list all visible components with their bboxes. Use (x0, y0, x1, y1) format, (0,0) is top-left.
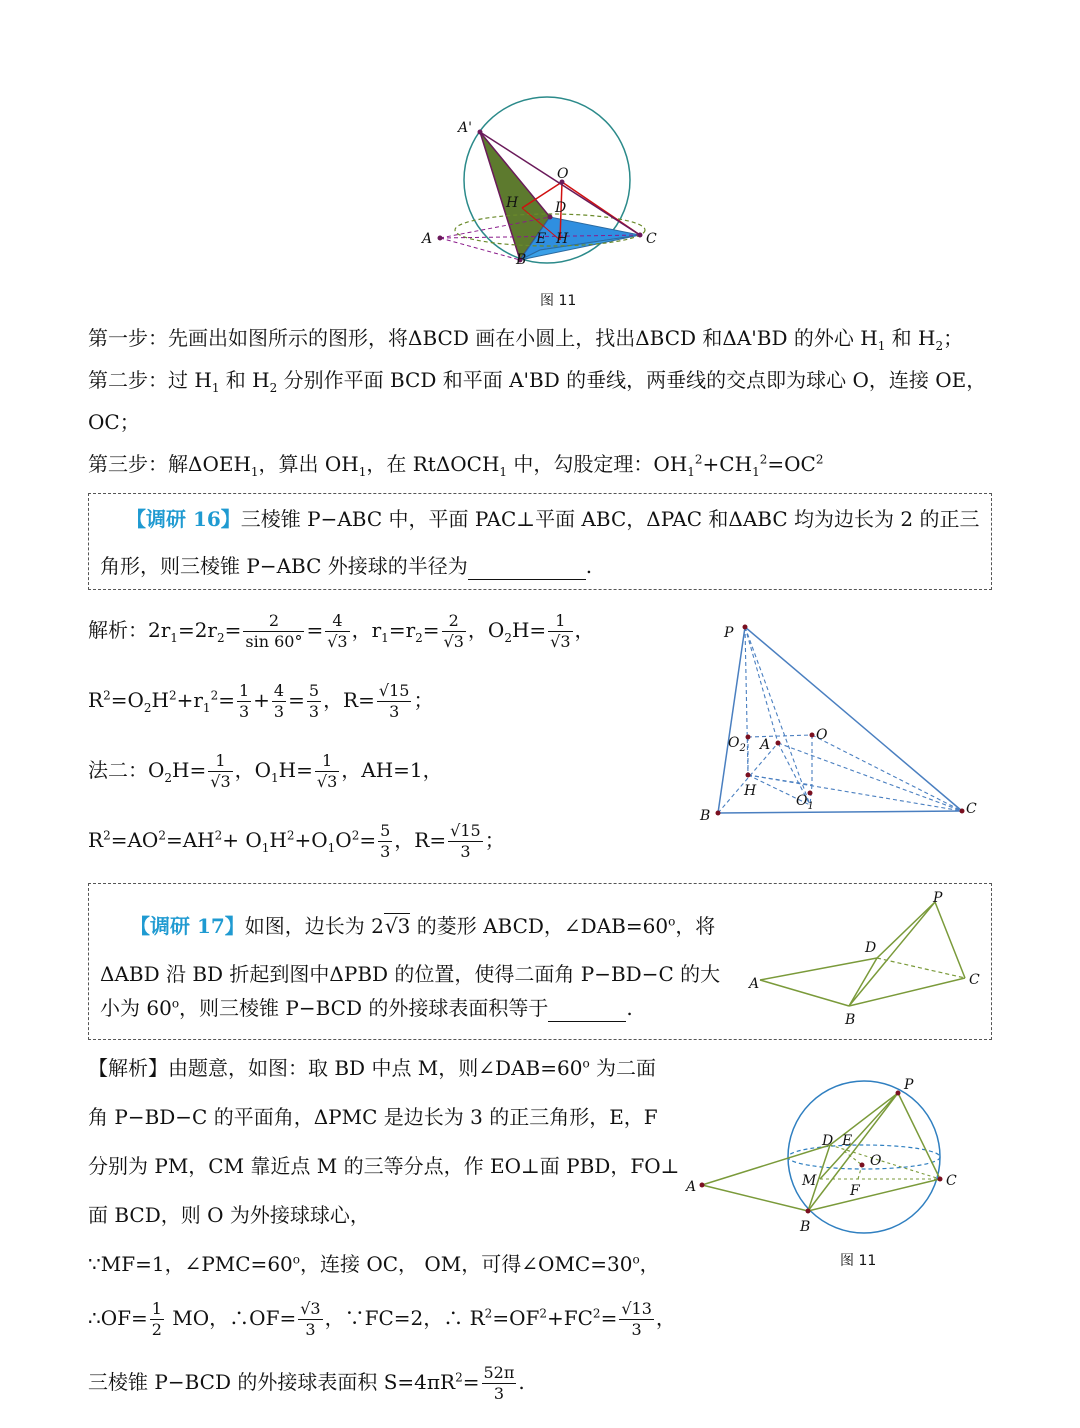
figure16-tetrahedron (690, 615, 990, 830)
step2: 第二步：过 $H_1$ 和 $H_2$ 分别作平面 BCD 和平面 A'BD 的垂线，两垂线的交点即为球心 O，连接 OE， (88, 368, 987, 395)
fraction: $\frac{1}{√3}$ (210, 751, 231, 791)
fraction: $\frac{4}{3}$ (273, 681, 285, 721)
label-D: D (822, 1133, 834, 1149)
label-O1: $O_1$ (796, 793, 814, 812)
label-C: C (966, 801, 977, 817)
label-D: D (865, 940, 877, 956)
label-E: E (536, 231, 547, 247)
label-A: A (422, 231, 433, 247)
label-A: A (749, 976, 760, 992)
label-F: F (850, 1183, 860, 1199)
problem16-tag: 【调研 16】 (126, 507, 241, 531)
label-O2: $O_2$ (728, 735, 746, 754)
figure-top-caption: 图 11 (540, 293, 577, 309)
label-M: M (802, 1173, 817, 1189)
problem16-line2: 角形，则三棱锥 P−ABC 外接球的半径为 . (100, 554, 593, 578)
label-P: P (904, 1077, 914, 1093)
label-H1: H (556, 231, 569, 247)
label-B: B (800, 1219, 811, 1235)
solution17-line7: 三棱锥 P−BCD 的外接球表面积 $S=4\pi R^2=$ $\frac{52\pi}{3}$ . (88, 1363, 525, 1403)
step3: 第三步：解$\Delta OEH_1$，算出 $OH_1$，在 RtΔOCH$_1$ 中，勾股定理：$OH_1^2+CH_1^2=OC^2$ (88, 452, 824, 479)
fraction: $\frac{52\pi}{3}$ (483, 1363, 515, 1403)
label-O: O (870, 1153, 882, 1169)
figure17b-sphere (680, 1075, 970, 1250)
figure17-rhombus (745, 888, 990, 1028)
label-B: B (845, 1012, 856, 1028)
answer-blank-16[interactable] (468, 557, 586, 580)
problem16-line1: 【调研 16】三棱锥 P−ABC 中，平面 PAC⊥平面 ABC，ΔPAC 和ΔABC 均为边长为 2 的正三 (126, 507, 980, 531)
problem17-line3: 小为 60$^o$，则三棱锥 P−BCD 的外接球表面积等于 . (100, 996, 633, 1020)
label-H2: H (506, 195, 519, 211)
fraction: $\frac{1}{√3}$ (316, 751, 338, 791)
label-E: E (842, 1133, 853, 1149)
label-Ap: A' (458, 120, 472, 136)
label-P: P (933, 890, 943, 906)
label-C: C (946, 1173, 957, 1189)
label-H: H (744, 783, 757, 799)
label-A: A (686, 1179, 697, 1195)
fraction: $\frac{2}{\sin 60^\circ}$ (245, 611, 303, 651)
fraction: $\frac{√13}{3}$ (621, 1299, 652, 1339)
label-P: P (724, 625, 734, 641)
step2b: OC； (88, 410, 140, 434)
solution16-line2: $R^2=O_2H^2+r_1^2=$ $\frac{1}{3}$ + $\frac{4}{3}$ = $\frac{5}{3}$ ，R= $\frac{√15}{3}$ ； (88, 681, 434, 721)
answer-blank-17[interactable] (548, 999, 626, 1022)
problem17-line2: ΔABD 沿 BD 折起到图中ΔPBD 的位置，使得二面角 P−BD−C 的大 (100, 962, 721, 986)
label-B: B (516, 252, 527, 268)
solution17-line3: 分别为 PM，CM 靠近点 M 的三等分点，作 EO⊥面 PBD，FO⊥ (88, 1154, 680, 1178)
fraction: $\frac{√3}{3}$ (300, 1299, 321, 1339)
label-B: B (700, 808, 711, 824)
fraction: $\frac{5}{3}$ (380, 821, 391, 861)
solution16-line4: $R^2=AO^2=AH^2+ O_1H^2+O_1O^2=$ $\frac{5}{3}$ ，R= $\frac{√15}{3}$ ； (88, 821, 505, 861)
solution16-line1: 解析：$2r_1=2r_2=$ $\frac{2}{\sin 60^\circ}$ = $\frac{4}{√3}$ ，$r_1=r_2=$ $\frac{2}{√3}$ ，$O_2H=$ $\frac{1}{√3}$ ， (88, 611, 595, 651)
fraction: $\frac{2}{√3}$ (443, 611, 464, 651)
fraction: $\frac{√15}{3}$ (450, 821, 481, 861)
label-A: A (760, 737, 771, 753)
label-C: C (646, 231, 657, 247)
label-O: O (557, 166, 569, 182)
fraction: $\frac{1}{3}$ (238, 681, 250, 721)
solution17-line1: 【解析】由题意，如图：取 BD 中点 M，则$\angle DAB=60^o$ 为二面 (88, 1056, 657, 1080)
solution17-line2: 角 P−BD−C 的平面角，ΔPMC 是边长为 3 的正三角形，E，F (88, 1105, 658, 1129)
solution17-line6: ∴OF= $\frac{1}{2}$ MO，∴OF= $\frac{√3}{3}$ ，∵FC=2，∴ $R^2=OF^2+FC^2=$ $\frac{√13}{3}$ ， (88, 1299, 676, 1339)
problem17-tag: 【调研 17】 (130, 914, 245, 938)
label-D: D (555, 200, 567, 216)
solution16-line3: 法二：$O_2H=$ $\frac{1}{√3}$ ，$O_1H=$ $\frac{1}{√3}$ ，AH=1， (88, 751, 443, 791)
fraction: $\frac{4}{√3}$ (327, 611, 348, 651)
problem17-line1: 【调研 17】如图，边长为 2√3 的菱形 ABCD，$\angle DAB=60^o$，将 (130, 914, 716, 938)
figure-top-sphere (410, 80, 670, 280)
solution17-line4: 面 BCD，则 O 为外接球球心， (88, 1203, 370, 1227)
fraction: $\frac{1}{2}$ (151, 1299, 162, 1339)
step1: 第一步：先画出如图所示的图形，将ΔBCD 画在小圆上，找出ΔBCD 和ΔA'BD 的外心 $H_1$ 和 $H_2$； (88, 326, 964, 353)
fraction: $\frac{√15}{3}$ (378, 681, 410, 721)
label-O: O (816, 727, 828, 743)
figure17b-caption: 图 11 (840, 1253, 877, 1269)
fraction: $\frac{5}{3}$ (308, 681, 320, 721)
solution17-line5: ∵MF=1，$\angle PMC=60^o$，连接 OC， OM，可得$\angle OMC=30^o$， (88, 1252, 660, 1276)
fraction: $\frac{1}{√3}$ (550, 611, 571, 651)
label-C: C (969, 972, 980, 988)
